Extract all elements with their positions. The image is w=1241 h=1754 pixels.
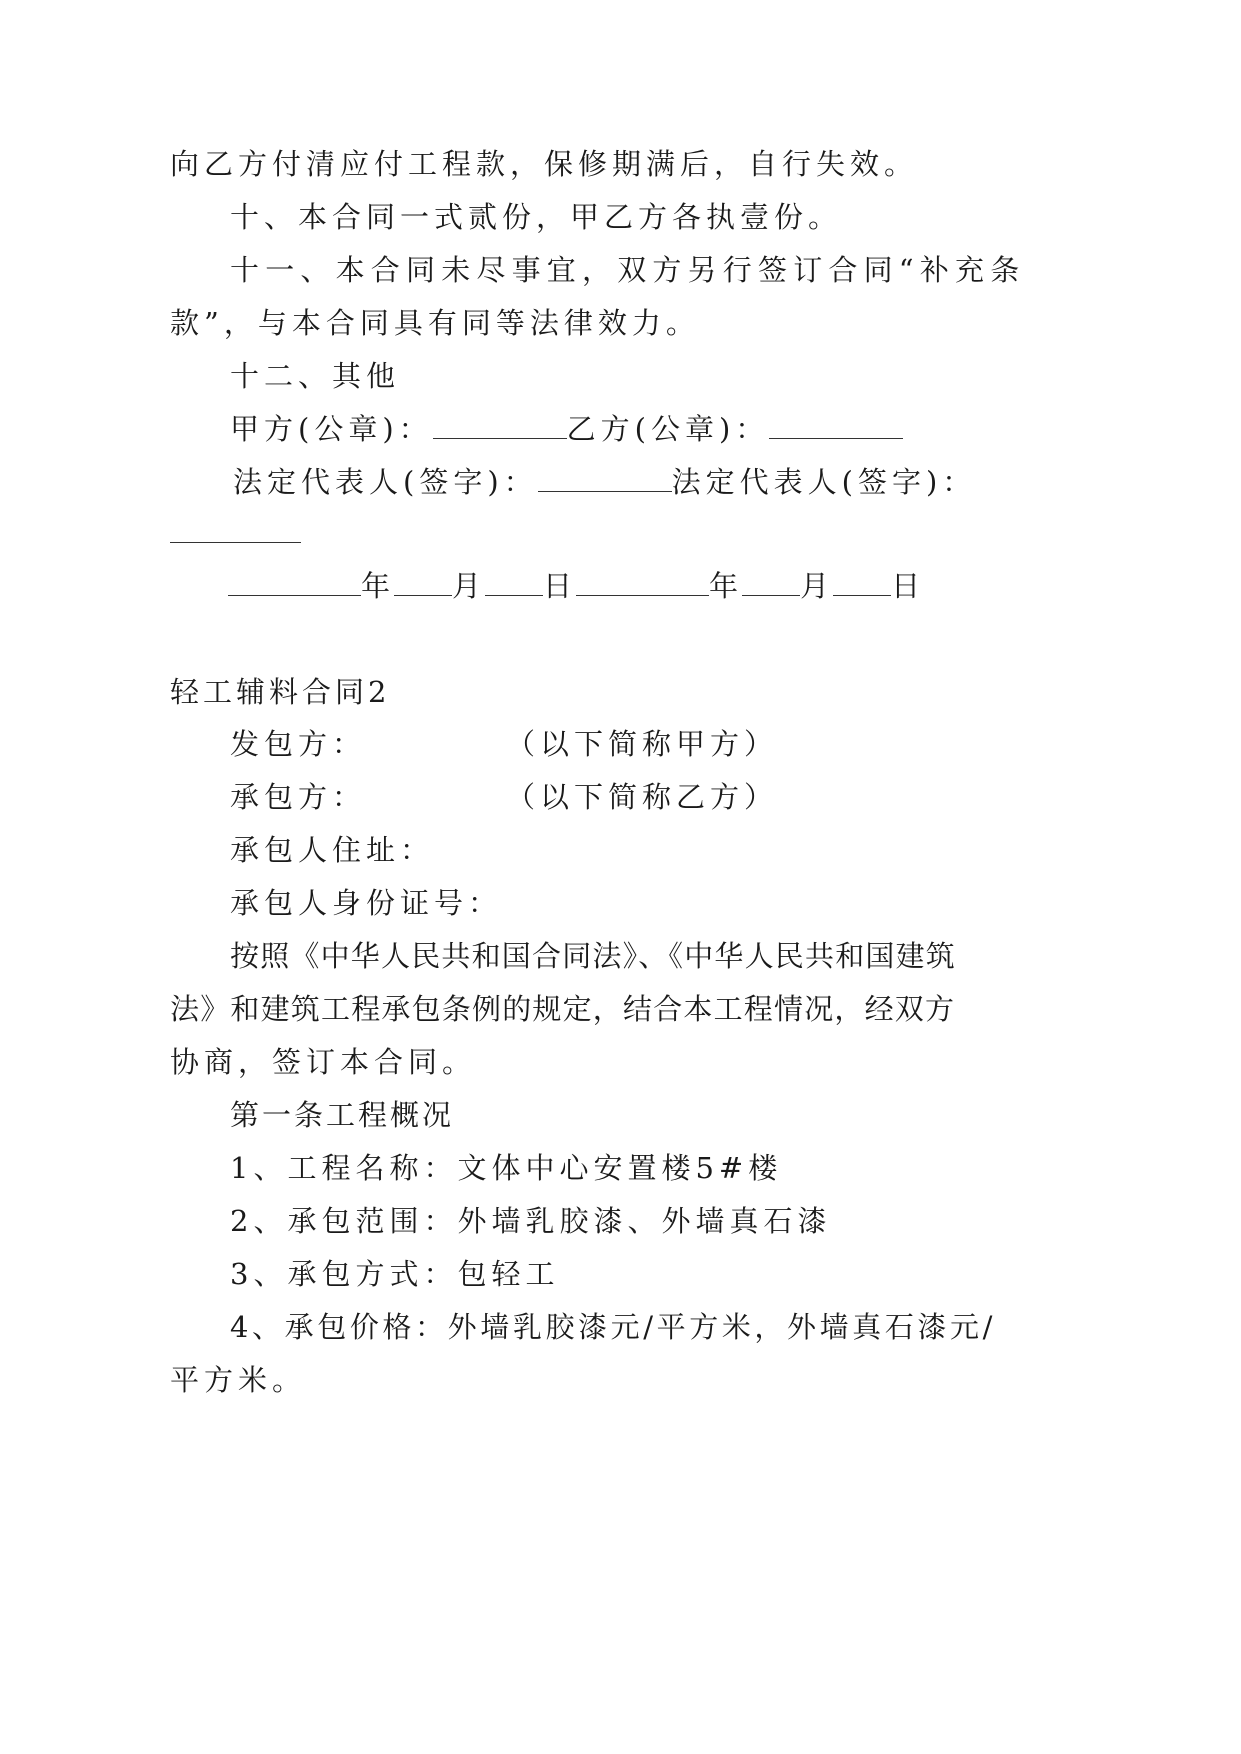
legal-rep-b-label: 法定代表人(签字)： (671, 465, 977, 499)
contractor-address: 承包人住址： (230, 833, 435, 867)
contractor-id: 承包人身份证号： (230, 886, 503, 920)
preamble-line-2: 法》和建筑工程承包条例的规定，结合本工程情况，经双方 (170, 992, 956, 1026)
contractor-row (230, 777, 778, 817)
item-4-line-2: 平方米。 (170, 1363, 307, 1397)
preamble-line-3: 协商，签订本合同。 (170, 1045, 477, 1079)
item-1: 1、工程名称：文体中心安置楼5#楼 (230, 1151, 783, 1185)
party-a-seal-blank (433, 412, 567, 439)
date-b-year-label: 年 (709, 569, 743, 603)
item-2: 2、承包范围：外墙乳胶漆、外墙真石漆 (230, 1204, 832, 1238)
clause-10: 十、本合同一式贰份，甲乙方各执壹份。 (230, 200, 843, 234)
party-b-seal-label: 乙方(公章)： (566, 412, 770, 446)
employer-row (230, 724, 778, 764)
legal-rep-row (233, 462, 976, 502)
date-a-month-label: 月 (452, 569, 486, 603)
employer-label: 发包方： (230, 727, 367, 761)
date-b-month-label: 月 (800, 569, 834, 603)
party-b-seal-blank (769, 412, 903, 439)
date-a-year-label: 年 (361, 569, 395, 603)
contract-title: 轻工辅料合同2 (170, 675, 391, 709)
preamble-line-1: 按照《中华人民共和国合同法》、《中华人民共和国建筑 (230, 939, 957, 973)
date-b-day-label: 日 (891, 569, 925, 603)
date-a-day-label: 日 (543, 569, 577, 603)
item-3: 3、承包方式：包轻工 (230, 1257, 560, 1291)
contractor-label: 承包方： (230, 780, 367, 814)
legal-rep-b-blank-row (170, 513, 301, 553)
date-a-month-blank (394, 569, 452, 596)
article-1-title: 第一条工程概况 (230, 1098, 455, 1132)
employer-note: （以下简称甲方） (506, 727, 779, 761)
contractor-note: （以下简称乙方） (506, 780, 779, 814)
clause-11-line-2: 款”，与本合同具有同等法律效力。 (170, 306, 700, 340)
date-row (228, 566, 924, 606)
party-seal-row (230, 409, 903, 449)
party-a-seal-label: 甲方(公章)： (230, 412, 433, 446)
clause-12: 十二、其他 (230, 359, 401, 393)
date-a-day-blank (485, 569, 543, 596)
legal-rep-a-blank (538, 465, 672, 492)
date-a-year-blank (228, 569, 361, 596)
item-4-line-1: 4、承包价格：外墙乳胶漆元/平方米，外墙真石漆元/ (230, 1310, 996, 1344)
clause-11-line-1: 十一、本合同未尽事宜，双方另行签订合同“补充条 (230, 253, 1026, 287)
date-b-month-blank (742, 569, 800, 596)
legal-rep-b-blank (170, 516, 301, 543)
date-b-year-blank (576, 569, 709, 596)
continuation-line: 向乙方付清应付工程款，保修期满后，自行失效。 (170, 147, 919, 181)
legal-rep-a-label: 法定代表人(签字)： (233, 465, 538, 499)
date-b-day-blank (833, 569, 891, 596)
